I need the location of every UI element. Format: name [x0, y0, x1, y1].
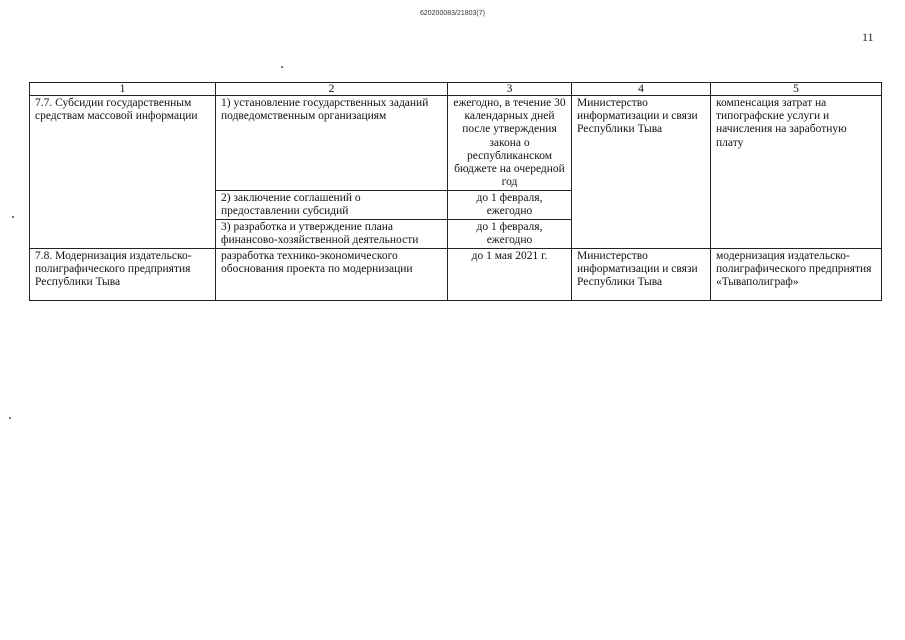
result-cell: компенсация затрат на типографские услуги и начисления на заработную плату — [711, 96, 882, 249]
responsible-cell: Министерство информатизации и связи Республики Тыва — [572, 96, 711, 249]
scan-speck — [9, 417, 11, 419]
column-number: 4 — [572, 83, 711, 96]
column-number: 1 — [30, 83, 216, 96]
table-row — [30, 249, 882, 301]
deadline-cell: ежегодно, в течение 30 календарных дней после утверждения закона о республиканском бюджете на очередной год — [448, 96, 572, 191]
scan-speck — [12, 216, 14, 218]
scan-speck — [281, 66, 283, 68]
column-number-row — [30, 83, 882, 96]
measure-cell: разработка технико-экономического обоснования проекта по модернизации — [216, 249, 448, 301]
column-number: 5 — [711, 83, 882, 96]
page-number: 11 — [862, 30, 874, 44]
measure-cell: 1) установление государственных заданий подведомственным организациям — [216, 96, 448, 191]
item-cell: 7.7. Субсидии государственным средствам массовой информации — [30, 96, 216, 249]
table-row — [30, 96, 882, 191]
result-cell: модернизация издательско-полиграфического предприятия «Тываполиграф» — [711, 249, 882, 301]
item-cell: 7.8. Модернизация издательско-полиграфического предприятия Республики Тыва — [30, 249, 216, 301]
plan-table — [29, 82, 882, 301]
deadline-cell: до 1 февраля, ежегодно — [448, 220, 572, 249]
measure-cell: 2) заключение соглашений о предоставлении субсидий — [216, 191, 448, 220]
measure-cell: 3) разработка и утверждение плана финансово-хозяйственной деятельности — [216, 220, 448, 249]
responsible-cell: Министерство информатизации и связи Республики Тыва — [572, 249, 711, 301]
column-number: 3 — [448, 83, 572, 96]
document-code: 620200083/21803(7) — [419, 10, 485, 17]
deadline-cell: до 1 мая 2021 г. — [448, 249, 572, 301]
deadline-cell: до 1 февраля, ежегодно — [448, 191, 572, 220]
column-number: 2 — [216, 83, 448, 96]
